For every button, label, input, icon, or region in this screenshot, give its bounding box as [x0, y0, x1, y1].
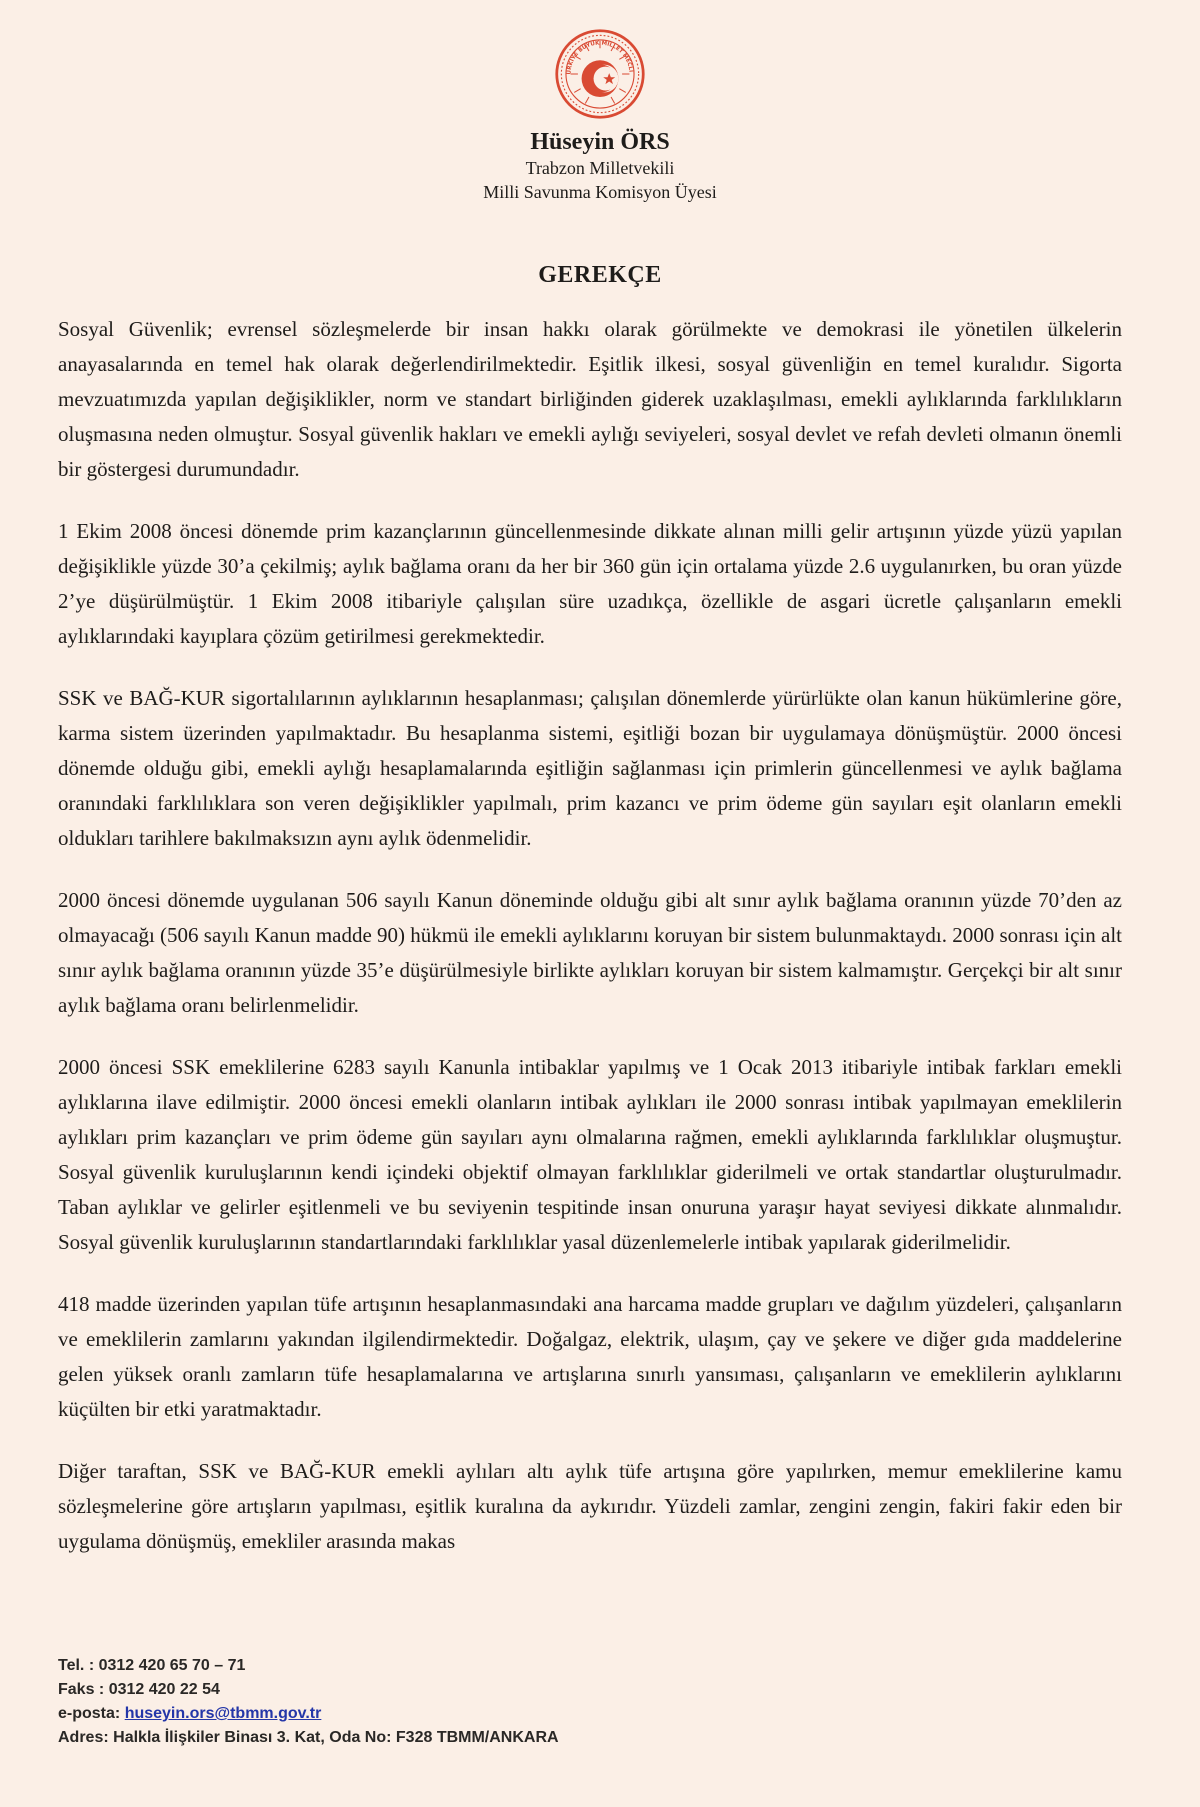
fax-row — [58, 1678, 559, 1702]
paragraph: 418 madde üzerinden yapılan tüfe artışının hesaplanmasındaki ana harcama madde grupları ve dağılım yüzdeleri, çalışanların ve emeklilerin zamlarını yakından ilgilendirmektedir. Doğalgaz, elektrik, ulaşım, çay ve şekere ve diğer gıda maddelerine gelen yüksek oranlı zamların tüfe hesaplamalarına ve artışlarına sınırlı yansıması, çalışanların ve emeklilerin aylıklarını küçülten bir etki yaratmaktadır. — [58, 1292, 1122, 1421]
phone-value: : 0312 420 65 70 – 71 — [88, 1657, 246, 1674]
contact-footer — [58, 1654, 559, 1750]
document-body — [58, 312, 1122, 1586]
tbmm-emblem-icon — [554, 28, 646, 120]
email-link[interactable]: huseyin.ors@tbmm.gov.tr — [124, 1705, 322, 1722]
mp-position: Trabzon Milletvekili — [525, 158, 675, 178]
document-title: GEREKÇE — [538, 262, 662, 288]
address-row — [58, 1726, 559, 1750]
letterhead — [0, 28, 1200, 204]
paragraph: 2000 öncesi dönemde uygulanan 506 sayılı Kanun döneminde olduğu gibi alt sınır aylık bağlama oranının yüzde 70’den az olmayacağı (506 sayılı Kanun madde 90) hükmü ile emekli aylıklarını koruyan bir sistem bulunmaktaydı. 2000 sonrası için alt sınır aylık bağlama oranının yüzde 35’e düşürülmesiyle birlikte aylıkları koruyan bir sistem kalmamıştır. Gerçekçi bir alt sınır aylık bağlama oranı belirlenmelidir. — [58, 888, 1122, 1017]
paragraph: 1 Ekim 2008 öncesi dönemde prim kazançlarının güncellenmesinde dikkate alınan milli gelir artışının yüzde yüzü yapılan değişiklikle yüzde 30’a çekilmiş; aylık bağlama oranı da her bir 360 gün için ortalama yüzde 2.6 uygulanırken, bu oran yüzde 2’ye düşürülmüştür. 1 Ekim 2008 itibariyle çalışılan süre uzadıkça, özellikle de asgari ücretle çalışanların emekli aylıklarındaki kayıplara çözüm getirilmesi gerekmektedir. — [58, 519, 1122, 648]
paragraph: 2000 öncesi SSK emeklilerine 6283 sayılı Kanunla intibaklar yapılmış ve 1 Ocak 2013 itibariyle intibak farkları emekli aylıklarına ilave edilmiştir. 2000 öncesi emekli olanların intibak aylıkları ile 2000 sonrası intibak yapılmayan emeklilerin aylıkları prim kazançları ve prim ödeme gün sayıları aynı olmalarına rağmen, emekli aylıklarında farklılıklar oluşmuştur. Sosyal güvenlik kuruluşlarının kendi içindeki objektif olmayan farklılıklar giderilmeli ve ortak standartlar oluşturulmadır. Taban aylıklar ve gelirler eşitlenmeli ve bu seviyenin tespitinde insan onuruna yaraşır hayat seviyesi dikkate alınmalıdır. Sosyal güvenlik kuruluşlarının standartlarındaki farklılıklar yasal düzenlemelerle intibak yapılarak giderilmelidir. — [58, 1055, 1122, 1254]
paragraph: SSK ve BAĞ-KUR sigortalılarının aylıklarının hesaplanması; çalışılan dönemlerde yürürlükte olan kanun hükümlerine göre, karma sistem üzerinden yapılmaktadır. Bu hesaplanma sistemi, eşitliği bozan bir uygulamaya dönüşmüştür. 2000 öncesi dönemde olduğu gibi, emekli aylığı hesaplamalarında eşitliğin sağlanması için primlerin güncellenmesi ve aylık bağlama oranındaki farklılıklara son veren değişiklikler yapılmalı, prim kazancı ve prim ödeme gün sayıları eşit olanların emekli oldukları tarihlere bakılmaksızın aynı aylık ödenmelidir. — [58, 686, 1122, 850]
svg-text:TÜRKİYE BÜYÜK MİLLET MECLİSİ: ÜRKİYE BÜYÜK MİLLET MECLİ — [566, 40, 634, 75]
mp-name: Hüseyin ÖRS — [530, 129, 670, 155]
phone-label: Tel. — [58, 1657, 85, 1674]
paragraph: Diğer taraftan, SSK ve BAĞ-KUR emekli aylıları altı aylık tüfe artışına göre yapılırken, memur emeklilerine kamu sözleşmelerine göre artışların yapılması, eşitlik kuralına da aykırıdır. Yüzdeli zamlar, zengini zengin, fakiri fakir eden bir uygulama dönüşmüş, emekliler arasında makas — [58, 1459, 1122, 1553]
address-label: Adres: — [58, 1729, 109, 1746]
email-label: e-posta: — [58, 1705, 121, 1722]
email-row — [58, 1702, 559, 1726]
paragraph: Sosyal Güvenlik; evrensel sözleşmelerde bir insan hakkı olarak görülmekte ve demokrasi ile yönetilen ülkelerin anayasalarında en temel hak olarak değerlendirilmektedir. Eşitlik ilkesi, sosyal güvenliğin en temel kuralıdır. Sigorta mevzuatımızda yapılan değişiklikler, norm ve standart birliğinden giderek uzaklaşılması, emekli aylıklarında farklılıkların oluşmasına neden olmuştur. Sosyal güvenlik hakları ve emekli aylığı seviyeleri, sosyal devlet ve refah devleti olmanın önemli bir göstergesi durumundadır. — [58, 317, 1122, 481]
fax-label: Faks — [58, 1681, 95, 1698]
address-value: Halkla İlişkiler Binası 3. Kat, Oda No: F328 TBMM/ANKARA — [113, 1729, 559, 1746]
mp-committee: Milli Savunma Komisyon Üyesi — [483, 182, 717, 202]
fax-value: : 0312 420 22 54 — [98, 1681, 220, 1698]
phone-row — [58, 1654, 559, 1678]
